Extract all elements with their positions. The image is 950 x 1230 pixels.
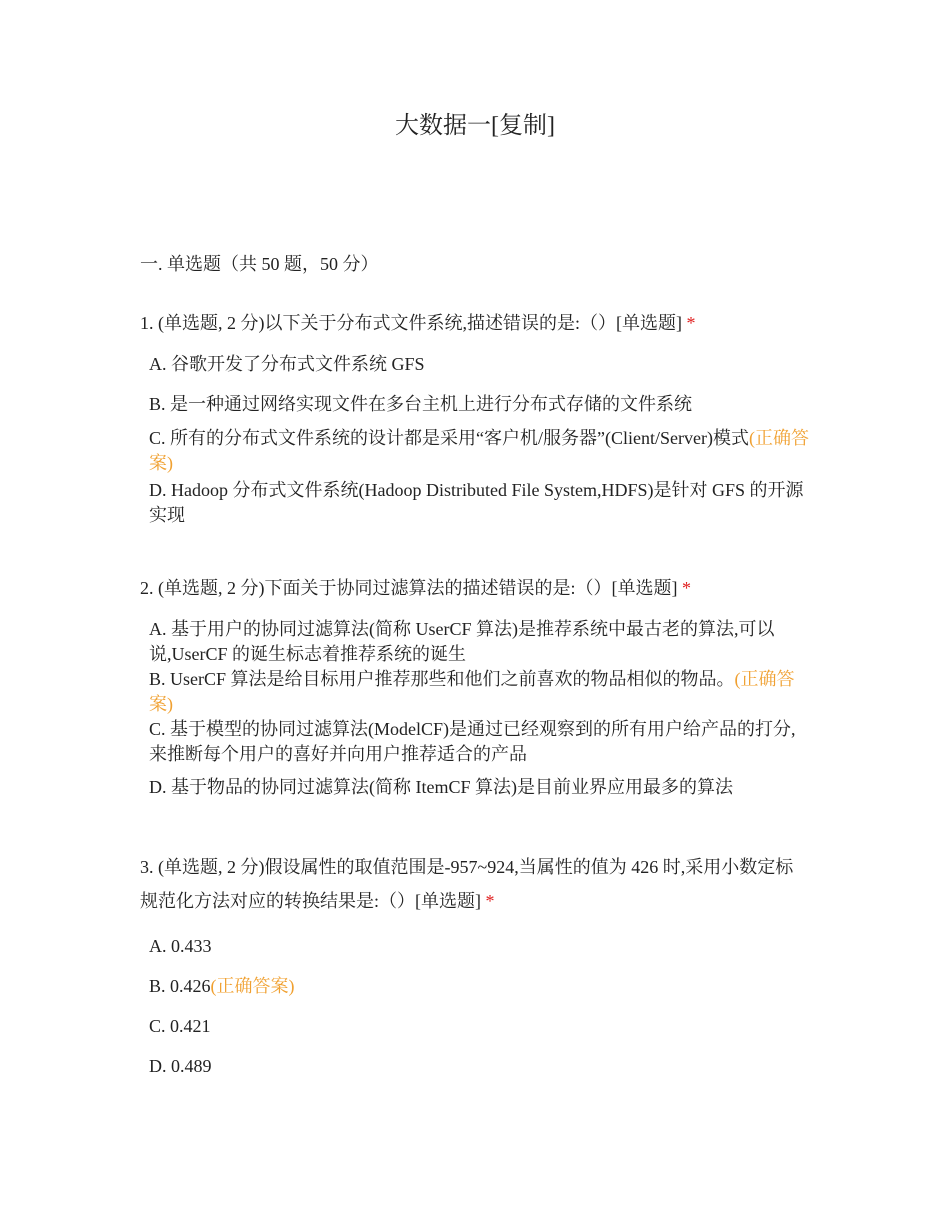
option-text: C. 0.421 bbox=[149, 1016, 211, 1036]
required-mark: * bbox=[485, 891, 495, 911]
question-stem bbox=[140, 850, 810, 918]
option-c[interactable] bbox=[149, 1014, 810, 1039]
option-list bbox=[140, 617, 810, 800]
option-a[interactable] bbox=[149, 352, 810, 377]
page-title: 大数据一[复制] bbox=[395, 113, 555, 139]
required-mark: * bbox=[681, 578, 691, 598]
option-text: B. UserCF 算法是给目标用户推荐那些和他们之前喜欢的物品相似的物品。 bbox=[149, 669, 735, 689]
option-d[interactable] bbox=[149, 1054, 810, 1079]
option-text: D. Hadoop 分布式文件系统(Hadoop Distributed File System,HDFS)是针对 GFS 的开源实现 bbox=[149, 480, 804, 525]
question-3 bbox=[140, 850, 810, 1094]
question-stem-text: 2. (单选题, 2 分)下面关于协同过滤算法的描述错误的是:（）[单选题] bbox=[140, 578, 678, 598]
question-1 bbox=[140, 306, 810, 528]
option-text: B. 0.426 bbox=[149, 976, 211, 996]
option-list bbox=[140, 352, 810, 528]
question-stem bbox=[140, 306, 810, 340]
question-stem-text: 1. (单选题, 2 分)以下关于分布式文件系统,描述错误的是:（）[单选题] bbox=[140, 313, 682, 333]
option-d[interactable] bbox=[149, 775, 810, 800]
question-2 bbox=[140, 571, 810, 800]
option-text: D. 基于物品的协同过滤算法(简称 ItemCF 算法)是目前业界应用最多的算法 bbox=[149, 777, 733, 797]
option-text: A. 基于用户的协同过滤算法(简称 UserCF 算法)是推荐系统中最古老的算法,可以说,UserCF 的诞生标志着推荐系统的诞生 bbox=[149, 619, 775, 664]
option-b[interactable] bbox=[149, 392, 810, 417]
option-text: A. 谷歌开发了分布式文件系统 GFS bbox=[149, 354, 425, 374]
option-list bbox=[140, 934, 810, 1079]
option-text: C. 所有的分布式文件系统的设计都是采用“客户机/服务器”(Client/Server)模式 bbox=[149, 428, 749, 448]
option-text: C. 基于模型的协同过滤算法(ModelCF)是通过已经观察到的所有用户给产品的打分,来推断每个用户的喜好并向用户推荐适合的产品 bbox=[149, 719, 796, 764]
option-d[interactable] bbox=[149, 478, 810, 528]
question-stem bbox=[140, 571, 810, 605]
option-text: A. 0.433 bbox=[149, 936, 212, 956]
option-b[interactable] bbox=[149, 974, 810, 999]
option-a[interactable] bbox=[149, 934, 810, 959]
question-stem-text: 3. (单选题, 2 分)假设属性的取值范围是-957~924,当属性的值为 426 时,采用小数定标规范化方法对应的转换结果是:（）[单选题] bbox=[140, 857, 794, 911]
required-mark: * bbox=[686, 313, 696, 333]
option-c[interactable] bbox=[149, 426, 810, 476]
option-c[interactable] bbox=[149, 717, 810, 767]
section-heading: 一. 单选题（共 50 题，50 分） bbox=[140, 254, 379, 274]
option-b[interactable] bbox=[149, 667, 810, 717]
option-text: B. 是一种通过网络实现文件在多台主机上进行分布式存储的文件系统 bbox=[149, 394, 693, 414]
correct-answer-label: (正确答案) bbox=[149, 669, 795, 714]
option-text: D. 0.489 bbox=[149, 1056, 212, 1076]
option-a[interactable] bbox=[149, 617, 810, 667]
correct-answer-label: (正确答案) bbox=[149, 428, 809, 473]
correct-answer-label: (正确答案) bbox=[210, 976, 295, 996]
